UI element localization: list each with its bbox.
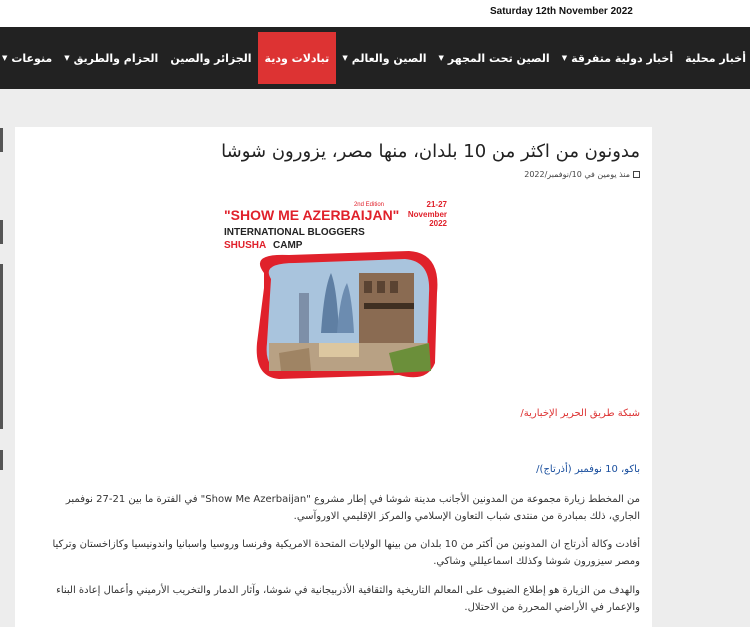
hero-dates: 21-27 (426, 200, 447, 209)
hero-year: 2022 (429, 219, 447, 228)
chevron-down-icon: ▼ (1, 54, 8, 62)
article-meta (524, 170, 640, 179)
sidebar-mark (0, 128, 3, 152)
nav-item[interactable] (58, 27, 164, 89)
nav-item[interactable] (679, 27, 750, 89)
nav-item-label: الحزام والطريق (73, 51, 159, 65)
hero-edition: 2nd Edition (353, 202, 384, 208)
nav-item[interactable] (258, 32, 337, 84)
article-title: مدونون من اكثر من 10 بلدان، منها مصر، يزورون شوشا (221, 141, 640, 162)
article-hero-image (209, 193, 454, 383)
chevron-down-icon: ▼ (342, 54, 348, 62)
article-paragraph: أفادت وكالة أذرتاج ان المدونين من أكثر من 10 بلدان من بينها الولايات المتحدة الامريكية وفرنسا وروسيا واسبانيا واندونيسيا وكازاخستان وتركيا ومصر سيزورون شوشا وكذلك اسماعيللي وشاكي. (52, 539, 640, 567)
nav-item-label: الصين تحت المجهر (447, 51, 550, 65)
article-paragraph: من المخطط زيارة مجموعة من المدونين الأجانب مدينة شوشا في إطار مشروع "Show Me Azerbaijan" في الفترة ما بين 21-27 نوفمبر الجاري، ذلك بمبادرة من منتدى شباب التعاون الإسلامي والمركز الإقليمي الاوروآسي. (65, 494, 640, 522)
nav-item-label: الجزائر والصين (170, 51, 252, 65)
article-dateline: باكو، 10 نوفمبر (أذرتاج)/ (536, 464, 640, 475)
hero-line3a: SHUSHA (224, 240, 267, 251)
nav-item[interactable] (433, 27, 556, 89)
article-date: منذ يومين في 10/نوفمبر/2022 (524, 170, 630, 179)
nav-item-label: الصين والعالم (351, 51, 427, 65)
nav-item[interactable] (336, 27, 432, 89)
sidebar-mark (0, 220, 3, 244)
hero-headline: "SHOW ME AZERBAIJAN" (224, 207, 400, 223)
nav-item[interactable] (0, 27, 58, 89)
nav-item[interactable] (556, 27, 679, 89)
nav-item-label: منوعات (11, 51, 53, 65)
article-paragraph: والهدف من الزيارة هو إطلاع الضيوف على المعالم التاريخية والثقافية الأذربيجانية في شوشا، وآثار الدمار والتخريب الأرميني وأعمال إعادة البناء والإعمار في الأراضي المحررة من الاحتلال. (56, 585, 640, 613)
hero-line2: INTERNATIONAL BLOGGERS (224, 227, 365, 238)
nav-item-label: أخبار دولية متفرقة (571, 51, 674, 65)
nav-item-label: تبادلات ودية (264, 51, 330, 65)
hero-line3b: CAMP (273, 240, 303, 251)
main-navigation (0, 27, 750, 89)
news-source: شبكة طريق الحرير الإخبارية/ (520, 408, 640, 419)
nav-item[interactable] (164, 27, 257, 89)
article-card (15, 127, 652, 627)
chevron-down-icon: ▼ (64, 54, 70, 62)
chevron-down-icon: ▼ (438, 54, 444, 62)
top-bar (0, 0, 750, 27)
nav-item-label: أخبار محلية (685, 51, 746, 65)
hero-month: November (407, 210, 447, 219)
current-date: Saturday 12th November 2022 (490, 6, 633, 17)
sidebar-mark (0, 450, 3, 470)
chevron-down-icon: ▼ (561, 54, 568, 62)
calendar-icon (633, 171, 640, 178)
sidebar-mark (0, 264, 3, 429)
